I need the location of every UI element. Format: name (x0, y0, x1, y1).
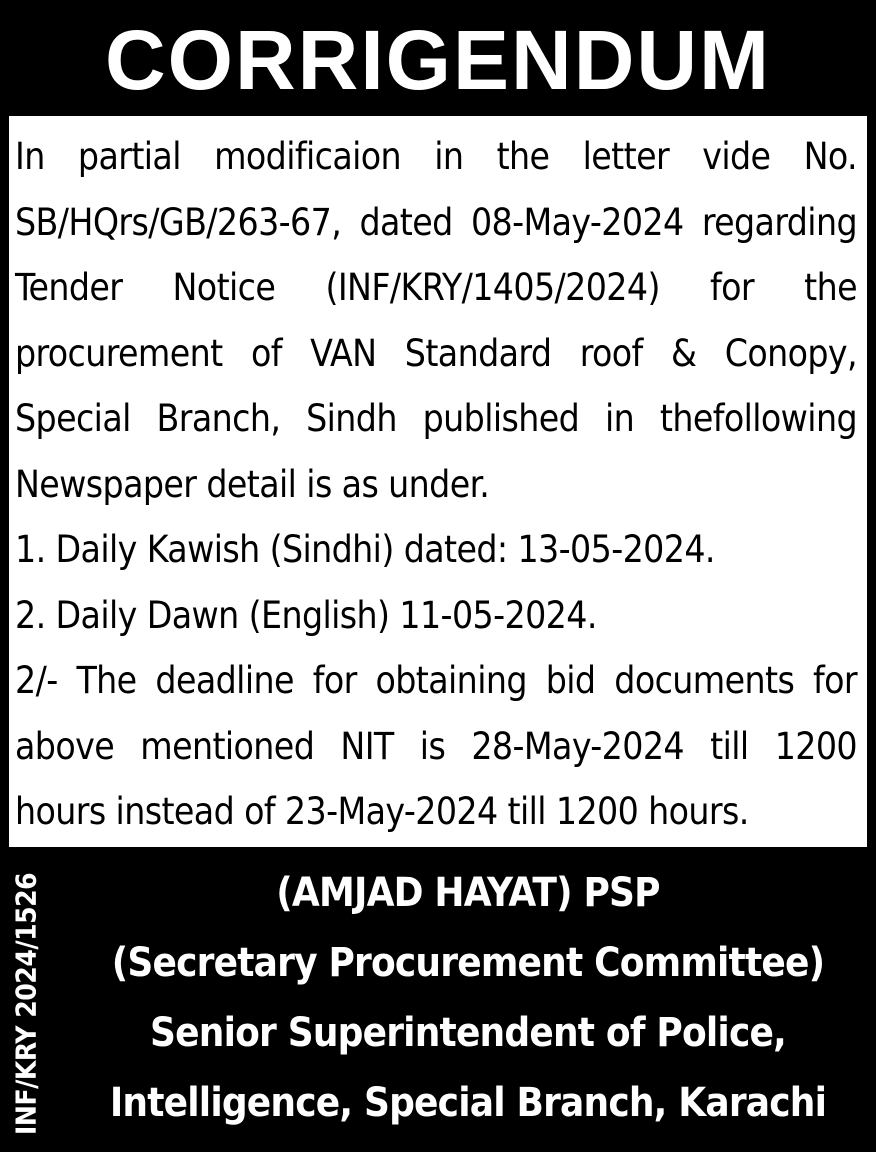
signatory-designation: Senior Superintendent of Police, (150, 1010, 786, 1056)
notice-heading: CORRIGENDUM (105, 13, 771, 107)
body-line: procurement of VAN Standard roof & Conopy, (15, 331, 857, 375)
body-line: Special Branch, Sindh published in thefollowing (15, 397, 857, 440)
body-line: 2/- The deadline for obtaining bid documents for (15, 659, 857, 702)
body-line: Newspaper detail is as under. (15, 462, 490, 506)
signatory-office: Intelligence, Special Branch, Karachi (109, 1080, 827, 1126)
signatory-name: (AMJAD HAYAT) PSP (276, 870, 660, 916)
body-line: In partial modificaion in the letter vide No. (15, 135, 857, 178)
body-line: above mentioned NIT is 28-May-2024 till 1200 (15, 724, 857, 768)
body-line: hours instead of 23-May-2024 till 1200 hours. (15, 790, 749, 833)
newspaper-item: 2. Daily Dawn (English) 11-05-2024. (15, 593, 597, 637)
body-line: SB/HQrs/GB/263-67, dated 08-May-2024 regarding (15, 200, 857, 244)
notice-text (15, 124, 857, 845)
reference-number: INF/KRY 2024/1526 (9, 872, 43, 1136)
body-line: Tender Notice (INF/KRY/1405/2024) for the (15, 266, 857, 309)
signatory-role: (Secretary Procurement Committee) (111, 940, 825, 986)
newspaper-item: 1. Daily Kawish (Sindhi) dated: 13-05-2024. (15, 528, 715, 571)
notice-body (9, 116, 867, 847)
signature-block (60, 858, 876, 1144)
